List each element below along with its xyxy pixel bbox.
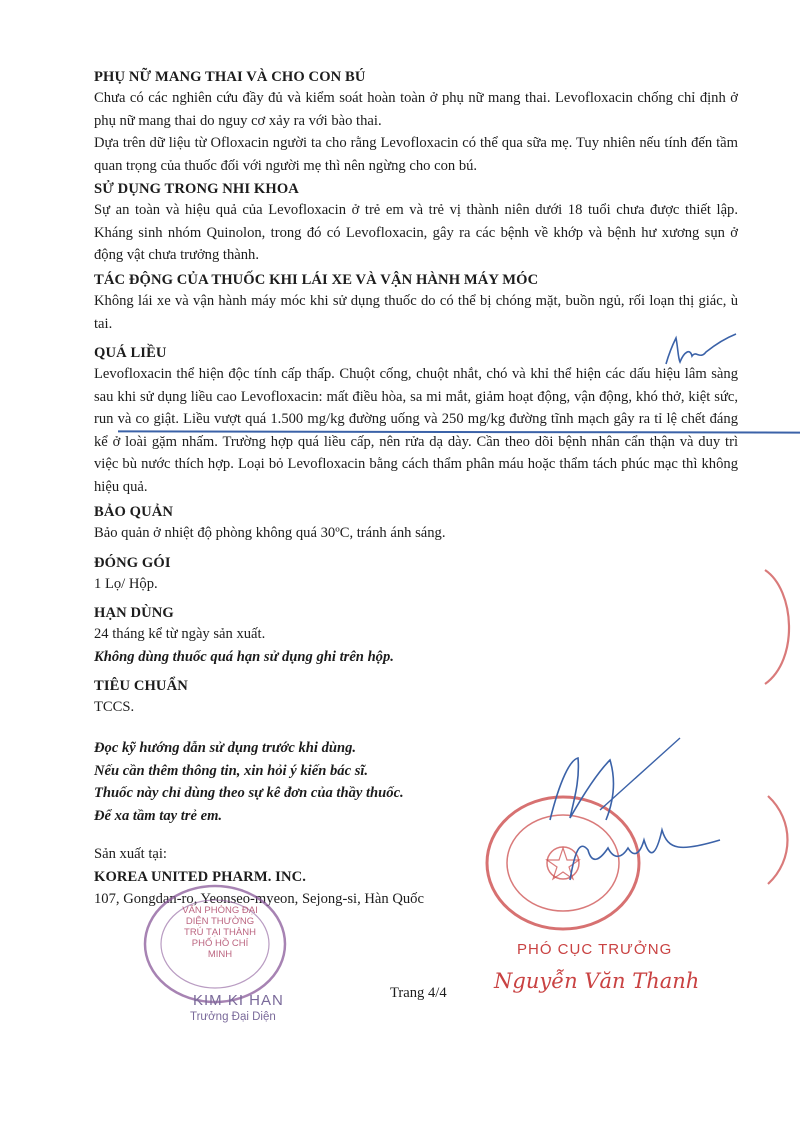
deputy-director-title: PHÓ CỤC TRƯỞNG xyxy=(517,941,673,958)
section-heading: BẢO QUẢN xyxy=(94,504,174,520)
section-paragraph: 1 Lọ/ Hộp. xyxy=(94,576,158,592)
section-paragraph: Chưa có các nghiên cứu đầy đủ và kiểm soát hoàn toàn ở phụ nữ mang thai. Levofloxacin chống chỉ định ở phụ nữ mang thai do nguy cơ xảy ra với bào thai. xyxy=(94,90,738,129)
section-heading: TIÊU CHUẨN xyxy=(94,678,188,694)
warning-line: Đọc kỹ hướng dẫn sử dụng trước khi dùng. xyxy=(94,740,357,756)
section-pediatrics xyxy=(94,179,738,267)
section-packaging xyxy=(94,553,738,596)
section-overdose xyxy=(94,343,738,498)
section-storage xyxy=(94,502,738,545)
director-signature xyxy=(530,730,730,900)
warning-line: Để xa tầm tay trẻ em. xyxy=(94,807,223,824)
edge-stamp xyxy=(760,790,800,890)
manufacturer-label: Sản xuất tại: xyxy=(94,846,167,862)
manufacturer-name: KOREA UNITED PHARM. INC. xyxy=(94,868,306,885)
section-heading: QUÁ LIỀU xyxy=(94,345,167,361)
section-heading: TÁC ĐỘNG CỦA THUỐC KHI LÁI XE VÀ VẬN HÀNH MÁY MÓC xyxy=(94,272,539,288)
manufacturer-address: 107, Gongdan-ro, Yeonseo-myeon, Sejong-si, Hàn Quốc xyxy=(94,890,424,907)
section-paragraph: Không lái xe và vận hành máy móc khi sử dụng thuốc do có thể bị chóng mặt, buồn ngủ, rối loạn thị giác, ù tai. xyxy=(94,293,738,332)
warning-line: Thuốc này chỉ dùng theo sự kê đơn của thầy thuốc. xyxy=(94,785,404,801)
section-paragraph: Bảo quản ở nhiệt độ phòng không quá 30ºC, tránh ánh sáng. xyxy=(94,525,446,541)
page-number: Trang 4/4 xyxy=(390,985,447,1001)
representative-title: Trưởng Đại Diện xyxy=(190,1011,276,1023)
section-paragraph: Levofloxacin thể hiện độc tính cấp thấp. Chuột cống, chuột nhắt, chó và khỉ thể hiện các dấu hiệu lâm sàng sau khi sử dụng liều cao Levofloxacin: mất điều hòa, sa mi mắt, giảm hoạt động, vận động, khó thở, kiệt sức, run và co giật. Liều vượt quá 1.500 mg/kg đường uống và 250 mg/kg đường tĩnh mạch gây ra tỉ lệ chết đáng kể ở loài gặm nhấm. Trường hợp quá liều cấp, nên rửa dạ dày. Cần theo dõi bệnh nhân cẩn thận và duy trì việc bù nước thích hợp. Loại bỏ Levofloxacin bằng cách thẩm phân máu hoặc thẩm tách phúc mạc thì không hiệu quả. xyxy=(94,366,738,495)
section-paragraph: TCCS. xyxy=(94,699,135,715)
edge-stamp xyxy=(755,560,800,690)
section-pregnancy xyxy=(94,67,738,177)
representative-name: KIM KI HAN xyxy=(193,992,284,1009)
section-heading: HẠN DÙNG xyxy=(94,605,174,621)
section-paragraph: Sự an toàn và hiệu quả của Levofloxacin ở trẻ em và trẻ vị thành niên dưới 18 tuổi chưa được thiết lập. Kháng sinh nhóm Quinolon, trong đó có Levofloxacin, gây ra các bệnh về khớp và bệnh hư xương sụn ở động vật chưa trưởng thành. xyxy=(94,202,738,263)
section-paragraph: 24 tháng kể từ ngày sản xuất. xyxy=(94,626,266,642)
section-heading: SỬ DỤNG TRONG NHI KHOA xyxy=(94,181,299,197)
initial-signature xyxy=(660,330,740,370)
section-paragraph: Dựa trên dữ liệu từ Ofloxacin người ta cho rằng Levofloxacin có thể qua sữa mẹ. Tuy nhiên nếu tính đến tầm quan trọng của thuốc đối với người mẹ thì nên ngừng cho con bú. xyxy=(94,135,738,174)
section-driving xyxy=(94,270,738,335)
section-shelf-life xyxy=(94,603,738,668)
shelf-life-warning: Không dùng thuốc quá hạn sử dụng ghi trên hộp. xyxy=(94,648,394,665)
stamp-text: VĂN PHÒNG ĐẠI DIỆN THƯỜNG TRÚ TẠI THÀNH PHỐ HỒ CHÍ MINH xyxy=(182,905,258,960)
deputy-director-name: Nguyễn Văn Thanh xyxy=(494,969,700,993)
warning-line: Nếu cần thêm thông tin, xin hỏi ý kiến bác sĩ. xyxy=(94,762,369,779)
section-heading: PHỤ NỮ MANG THAI VÀ CHO CON BÚ xyxy=(94,69,366,85)
section-heading: ĐÓNG GÓI xyxy=(94,555,171,571)
section-standard xyxy=(94,676,738,719)
